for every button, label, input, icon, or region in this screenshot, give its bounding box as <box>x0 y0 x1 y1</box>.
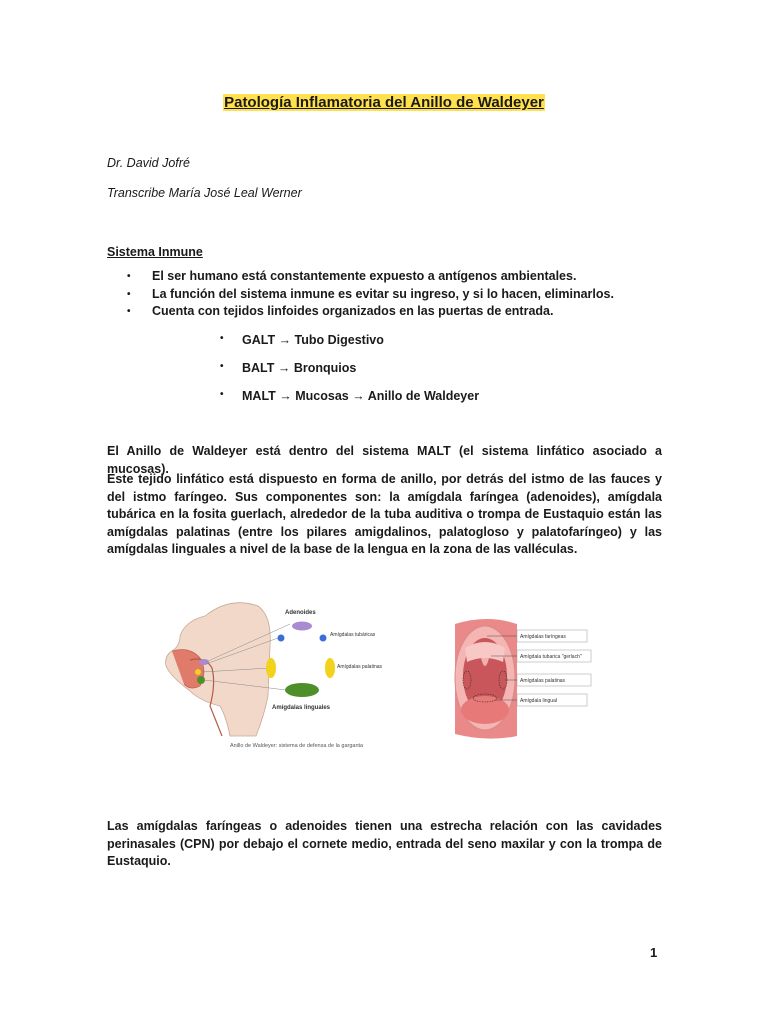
tubal-tonsil-left-mark <box>278 635 285 642</box>
document-title <box>0 94 768 111</box>
label-palatinas <box>337 664 383 670</box>
label-adenoides: Adenoides <box>285 610 316 616</box>
document-title-text: Patología Inflamatoria del Anillo de Waldeyer <box>224 94 544 111</box>
paragraph-adenoides: Las amígdalas faríngeas o adenoides tienen una estrecha relación con las cavidades perinasales (CPN) por debajo el cornete medio, entrada del seno maxilar y con la trompa de Eustaquio. <box>107 819 662 868</box>
adenoid-mark <box>199 659 209 665</box>
author-line: Dr. David Jofré <box>107 156 190 170</box>
lingual-tonsil-mark <box>285 683 319 697</box>
figure-caption: Anillo de Waldeyer: sistema de defensa de la garganta <box>230 743 364 749</box>
open-mouth-figure <box>447 618 595 740</box>
label-tubaricas-text: Amígdalas tubáricas <box>330 632 376 638</box>
list-item-balt: • BALT → Bronquios <box>220 361 356 375</box>
label-palatinas-text: Amígdalas palatinas <box>337 664 383 670</box>
paragraph-components: Este tejido linfático está dispuesto en forma de anillo, por detrás del istmo de las fauces y del istmo faríngeo. Sus componentes son: la amígdala faríngea (adenoides), amígdala tubárica en la fosita guerlach, alrededor de la tuba auditiva o trompa de Eustaquio están las amígdalas palatinas (entre los pilares amigdalinos, palatogloso y palatofaríngeo) y las amígdalas linguales a nivel de la base de la lengua en la zona de las valléculas. <box>107 472 662 556</box>
transcriber-line: Transcribe María José Leal Werner <box>107 186 302 200</box>
tubal-tonsil-right-mark <box>320 635 327 642</box>
section-heading-sistema-inmune: Sistema Inmune <box>107 245 203 259</box>
paragraph-malt: El Anillo de Waldeyer está dentro del sistema MALT (el sistema linfático asociado a mucosas). <box>107 444 662 476</box>
list-item-malt: • MALT → Mucosas → Anillo de Waldeyer <box>220 389 479 403</box>
bullet-list <box>107 268 614 321</box>
list-item: • La función del sistema inmune es evitar su ingreso, y si lo hacen, eliminarlos. <box>107 286 614 304</box>
palatine-tonsil-right-mark <box>325 658 335 678</box>
list-item-galt: • GALT → Tubo Digestivo <box>220 333 384 347</box>
waldeyer-ring-figure <box>160 596 383 752</box>
label-amigdalas-faringeas: Amígdalas faríngeas <box>520 634 566 640</box>
palatine-tonsil-left-mark <box>266 658 276 678</box>
list-item: • El ser humano está constantemente expuesto a antígenos ambientales. <box>107 268 614 286</box>
list-item: • Cuenta con tejidos linfoides organizados en las puertas de entrada. <box>107 303 614 321</box>
page-number: 1 <box>650 945 658 960</box>
label-amigdala-tubarica: Amígdala tubarica "gerlach" <box>520 654 582 660</box>
label-linguales: Amígdalas linguales <box>272 705 331 711</box>
label-amigdala-lingual: Amígdala lingual <box>520 698 557 704</box>
label-tubaricas <box>330 632 376 638</box>
adenoids-mark <box>292 622 312 631</box>
label-amigdalas-palatinas: Amígdalas palatinas <box>520 678 566 684</box>
